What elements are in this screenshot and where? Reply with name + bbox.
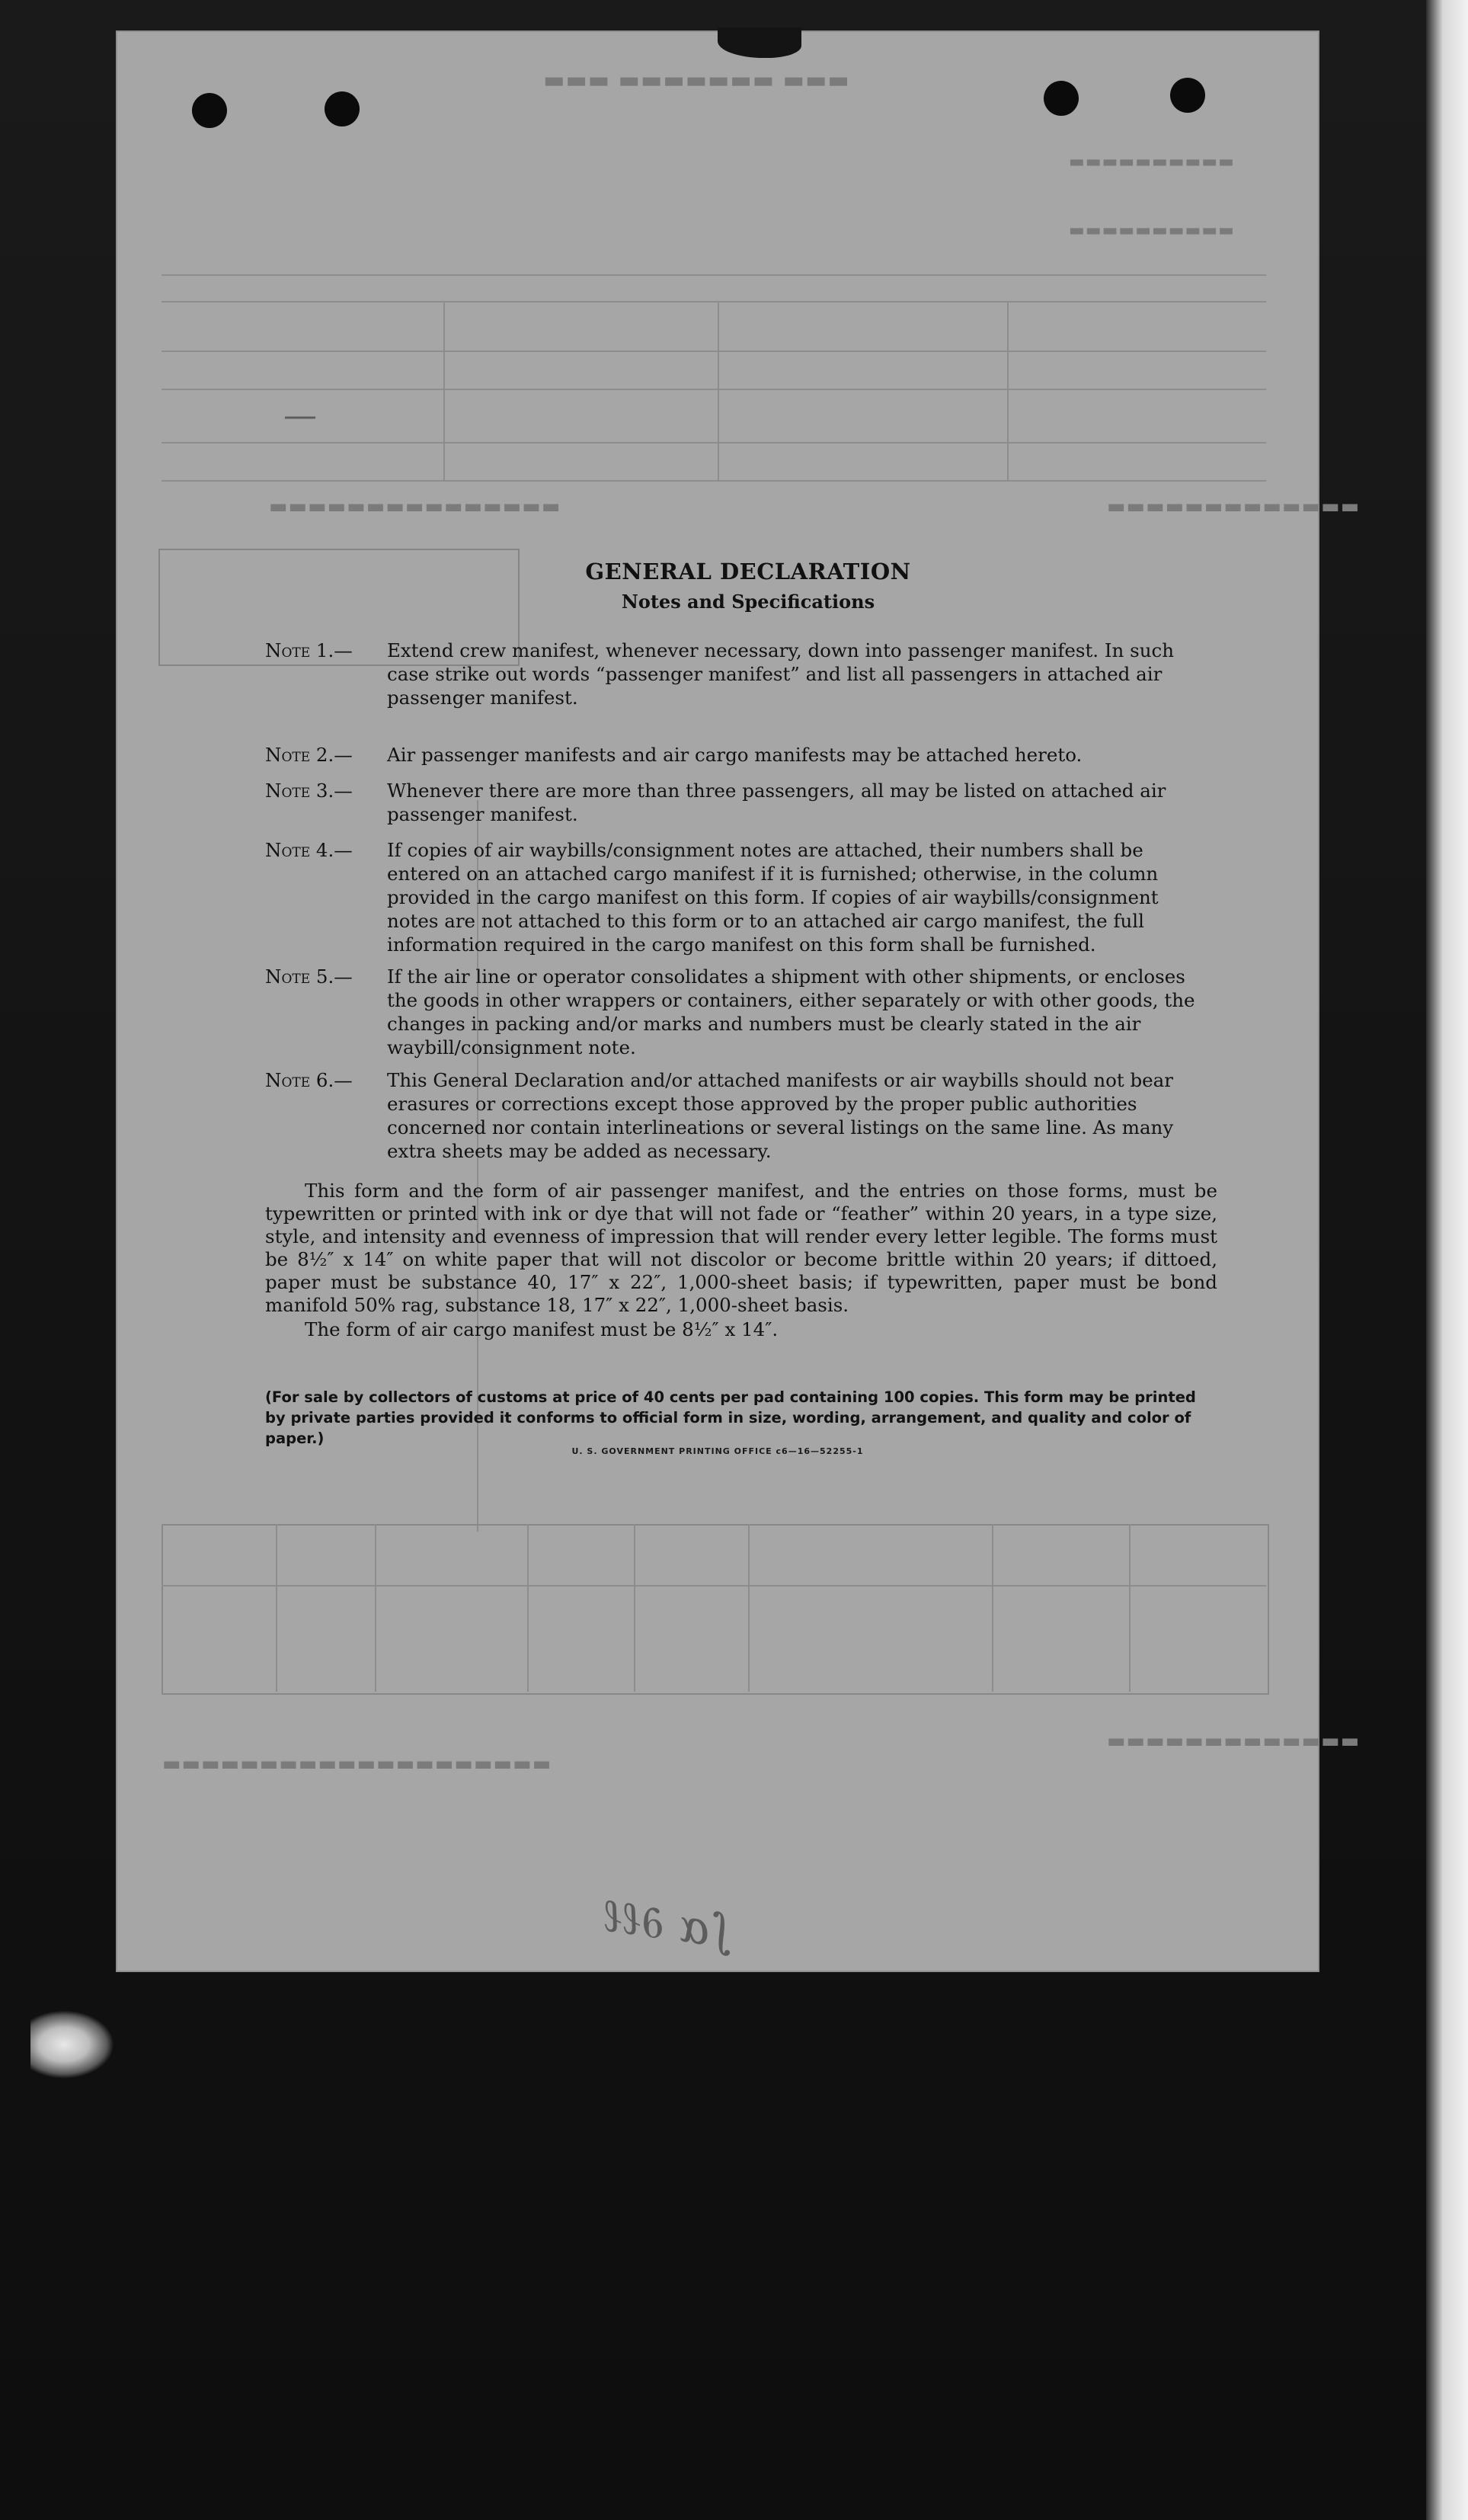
note-text: This General Declaration and/or attached manifests or air waybills should not bear erasures or corrections except those approved by the proper public authorities concerned nor contain interlineations or several listings on the same line. As many extra sheets may be added as necessary. <box>387 1069 1174 1162</box>
note-label: Note 6.— <box>265 1069 353 1091</box>
document-page <box>116 30 1360 1972</box>
note-3 <box>265 779 1213 826</box>
ghost-rule <box>162 389 1266 390</box>
note-label: Note 5.— <box>265 965 353 988</box>
ghost-divider <box>276 1524 277 1692</box>
ghost-rule <box>162 274 1266 276</box>
ghost-text: ▬▬▬▬▬▬▬▬▬▬ <box>1068 152 1234 171</box>
ghost-rule <box>162 1585 1266 1587</box>
ghost-divider <box>1007 301 1009 480</box>
bleed-signature: ∫ɑ ∂ℓℓ <box>600 1888 737 1960</box>
punch-hole-4 <box>1170 78 1205 113</box>
torn-edge <box>718 27 801 58</box>
note-label: Note 3.— <box>265 780 353 802</box>
note-label: Note 2.— <box>265 744 353 766</box>
ghost-text: ▬▬▬▬▬▬▬▬▬▬▬▬▬▬▬▬▬▬▬▬ <box>162 1753 552 1776</box>
form-specification-paragraph: This form and the form of air passenger manifest, and the entries on those forms, must be typewritten or printed with ink or dye that will not fade or “feather” within 20 years, in a type size, style, and intensity and evenness of impression that will render every letter legible. The forms must be 8½″ x 14″ on white paper that will not discolor or become brittle within 20 years; if dittoed, paper must be substance 40, 17″ x 22″, 1,000-sheet basis; if typewritten, paper must be bond manifold 50% rag, substance 18, 17″ x 22″, 1,000-sheet basis. <box>265 1180 1217 1316</box>
ghost-divider <box>443 301 445 480</box>
ghost-text: ▬▬▬▬▬▬▬▬▬▬ <box>1068 221 1234 240</box>
cargo-manifest-bleed-box <box>162 1524 1269 1695</box>
ghost-divider <box>375 1524 376 1692</box>
ghost-divider <box>527 1524 529 1692</box>
declaration-subtitle: Notes and Specifications <box>621 591 875 613</box>
note-label: Note 1.— <box>265 639 353 661</box>
pencil-mark: — <box>283 396 317 435</box>
sale-notice: (For sale by collectors of customs at price of 40 cents per pad containing 100 copies. This form may be printed by private parties provided it conforms to official form in size, wording, arrangement, and quality and color of paper.) <box>265 1388 1196 1447</box>
ghost-rule <box>162 442 1266 443</box>
ghost-text: ▬▬▬▬▬▬▬▬▬▬▬▬▬ <box>1106 1730 1360 1753</box>
ghost-divider <box>992 1524 993 1692</box>
ghost-divider <box>634 1524 635 1692</box>
punch-hole-1 <box>192 93 227 128</box>
note-text: If copies of air waybills/consignment notes are attached, their numbers shall be entered on an attached cargo manifest if it is furnished; otherwise, in the column provided in the cargo manifest on this form. If copies of air waybills/consignment notes are not attached to this form or to an attached air cargo manifest, the full information required in the cargo manifest on this form shall be furnished. <box>387 839 1159 956</box>
note-label: Note 4.— <box>265 839 353 861</box>
ghost-text: ▬▬▬▬▬▬▬▬▬▬▬▬▬ <box>1106 495 1360 518</box>
note-4 <box>265 838 1213 956</box>
scanner-edge <box>1426 0 1468 2520</box>
punch-hole-2 <box>325 91 360 126</box>
ghost-divider <box>1129 1524 1131 1692</box>
note-1 <box>265 639 1213 709</box>
ghost-divider <box>748 1524 750 1692</box>
ghost-rule <box>162 480 1266 482</box>
declaration-title: GENERAL DECLARATION <box>585 559 911 584</box>
ghost-heading: ▬▬▬ ▬▬▬▬▬▬▬ ▬▬▬ <box>542 67 849 94</box>
note-text: Extend crew manifest, whenever necessary, down into passenger manifest. In such case strike out words “passenger manifest” and list all passengers in attached air passenger manifest. <box>387 639 1174 709</box>
punch-hole-3 <box>1044 81 1079 116</box>
ghost-text: ▬▬▬▬▬▬▬▬▬▬▬▬▬▬▬ <box>268 495 561 518</box>
note-text: If the air line or operator consolidates a shipment with other shipments, or encloses the goods in other wrappers or containers, either separately or with other goods, the changes in packing and/or marks and numbers must be clearly stated in the air waybill/consignment note. <box>387 965 1195 1058</box>
printer-imprint: U. S. GOVERNMENT PRINTING OFFICE c6—16—52255-1 <box>571 1446 864 1456</box>
note-5 <box>265 965 1213 1059</box>
note-text: Whenever there are more than three passengers, all may be listed on attached air passenger manifest. <box>387 780 1166 825</box>
ghost-rule <box>162 351 1266 352</box>
cargo-form-size: The form of air cargo manifest must be 8½″ x 14″. <box>305 1318 779 1340</box>
ghost-divider <box>718 301 719 480</box>
ghost-rule <box>162 301 1266 303</box>
note-text: Air passenger manifests and air cargo manifests may be attached hereto. <box>387 744 1083 766</box>
note-6 <box>265 1068 1213 1163</box>
smudge-mark <box>30 2010 114 2079</box>
note-2 <box>265 743 1213 767</box>
